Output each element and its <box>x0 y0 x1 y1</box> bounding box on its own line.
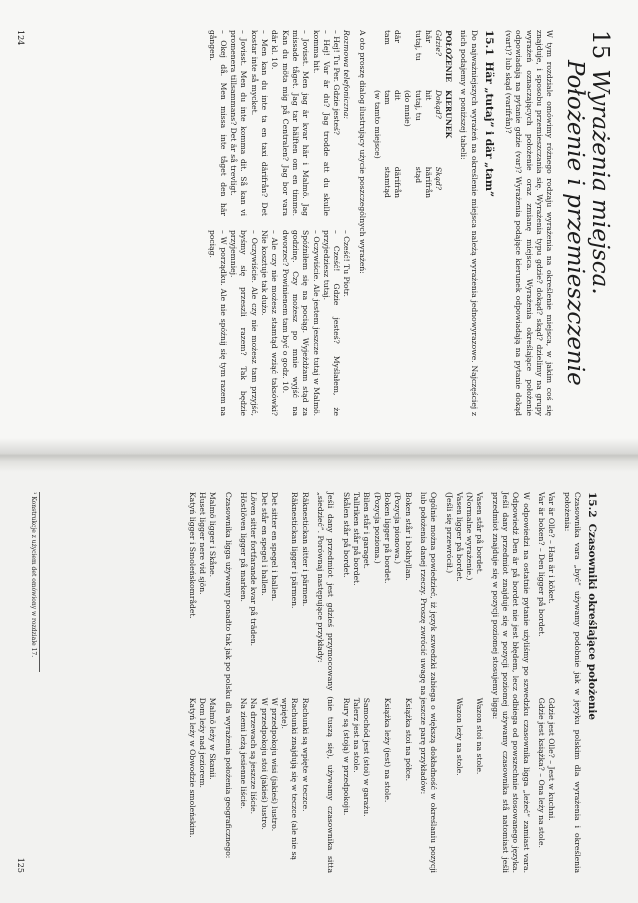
example-swedish: Löven sitter fortfarande kvar på träden. <box>249 492 259 647</box>
example-pair <box>300 492 310 873</box>
section-heading-15-2 <box>586 492 598 873</box>
example-group <box>340 492 412 873</box>
table-cell: tam <box>383 89 393 105</box>
example-swedish: Tallriken står på bordet. <box>352 492 362 586</box>
table-row <box>402 30 412 206</box>
chapter-title <box>562 30 612 416</box>
dialog-line: – Hej! Tu Per. Gdzie jesteś? <box>332 30 342 135</box>
example-pair <box>258 492 268 873</box>
example-swedish: Räknestickan sitter i pärmen. <box>300 492 310 607</box>
example-polish: Katyń leży w Obwodzie smoleńskim. <box>187 697 197 838</box>
dialog-swedish <box>207 30 351 216</box>
chapter-number: 15 <box>587 30 613 60</box>
table-cell: stamtąd <box>383 166 393 198</box>
right-page-content <box>186 492 612 873</box>
example-group <box>443 492 484 873</box>
example-pair <box>454 492 464 873</box>
dialog-line: – Jovisst. Men jag är kvar här i Malmö. Jag missade tåget. Jag tar hälften om en timme. Kan du möta mig på Centralen? Jag bor vara där kl. 10. <box>270 30 311 216</box>
table-cell <box>372 167 382 206</box>
table-cell: (w tamto miejsce) <box>372 89 382 159</box>
example-group <box>186 492 217 873</box>
example-polish: W przedpokoju stoi (jakieś) lustro. <box>259 697 269 830</box>
example-pair <box>207 492 217 873</box>
chapter-intro: W tym rozdziale omówimy różnego rodzaju wyrażenia na określenie miejsca, w jakim coś się znajduje, i sposobu przemieszczania się. Wyrażenia typu gdzie? dokąd? skąd? dzielimy na grupy wyrażeń oznaczających położenie oraz zmianę miejsca. Wyrażenia określające położenie odpowiadają na pytanie gdzie (var)? Wyrażenia podające kierunek odpowiadają na pytanie dokąd (vart)? lub skąd (varifrån)? <box>504 30 555 416</box>
table-cell <box>402 30 412 90</box>
example-polish: Dom leży nad jeziorem. <box>198 697 207 788</box>
example-pair <box>248 492 258 873</box>
examples-intro: A oto proszę dialog ilustrujący użycie poszczególnych wyrażeń: <box>357 30 367 274</box>
example-swedish: Det står en spegel i hallen. <box>259 492 269 596</box>
example-swedish: Var är boken? – Den ligger på bordet. <box>537 492 547 637</box>
example-group <box>238 492 310 873</box>
example-polish: Gdzie jest Olle? – Jest w kuchni. <box>547 697 557 821</box>
example-polish: Samochód jest (stoi) w garażu. <box>362 697 372 817</box>
table-cell: stąd <box>413 166 423 184</box>
dialog-line: – Men kan du inte ta en taxi därifrån? Det kostar inte så mycket. <box>249 30 269 216</box>
example-swedish: Katyń ligger i Smoleńskområdet. <box>187 492 197 619</box>
table-cell: här <box>423 30 433 44</box>
example-swedish: Det sitter en spegel i hallen. <box>269 492 279 602</box>
table-row <box>382 30 392 206</box>
example-pair <box>536 492 546 873</box>
table-row <box>392 30 402 206</box>
example-swedish: Bilen står i garaget. <box>362 492 372 569</box>
example-polish: Malmö leży w Skanii. <box>208 697 218 780</box>
example-pair <box>546 492 556 873</box>
example-pair <box>186 492 196 873</box>
footnote: ¹ Konstrukcje z użyciem det omówiony w rozdziale 17. <box>30 492 40 672</box>
table-cell: härifrån <box>423 166 433 199</box>
table-cell: (do mnie) <box>403 89 413 127</box>
example-polish: Rachunki są wpięte w teczce. <box>300 697 310 812</box>
section-intro: Do najważniejszych wyrażeń na określenie miejsca należą wyrażenia jednowyrazowe. Najczęściej z nich podajemy w poniższej tabeli: <box>459 30 479 416</box>
table-cell: där <box>393 30 403 44</box>
example-pair <box>340 492 350 873</box>
dialog <box>207 30 351 416</box>
paragraph: W odpowiedzi na ostatnie pytanie użyliśmy po szwedzku czasownika ligga „leżeć” zamiast vara. Odpowiedź Den är på bordet nie jest błędem, lecz odbiega od powszechnie stosowanego języka. Jeśli dany przedmiot znajduje się w pozycji poziomej używamy czasownika stå natomiast jeśli przedmiot znajduje się w pozycji poziomej stosujemy ligga: <box>490 492 531 873</box>
section-title: Här „tutaj” i där „tam” <box>482 61 495 197</box>
book-gutter-shadow <box>0 438 638 472</box>
dialog-line: – Hej! Var är du? Jag trodde att du skulle komma hit. <box>311 30 331 216</box>
example-swedish: Malmö ligger i Skåne. <box>208 492 218 578</box>
table-cell: tutaj, tu <box>413 30 423 61</box>
example-polish: W przedpokoju wisi (jakieś) lustro. <box>269 697 279 832</box>
table-cell: hit <box>423 89 433 101</box>
example-polish <box>464 698 474 873</box>
table-row <box>372 30 382 206</box>
example-group <box>536 492 557 873</box>
example-polish: Książka leży (jest) na stole. <box>383 697 392 803</box>
table-subheader: Skąd? <box>433 166 443 190</box>
dialog-line: – Okej då. Men missa inte tåget den här gången. <box>208 30 228 216</box>
page-number-right: 125 <box>16 857 25 873</box>
table-cell <box>372 30 382 90</box>
example-polish: Książka stoi na półce. <box>403 697 413 782</box>
dialog-line: – Oczywiście. Ale jestem jeszcze tutaj w Malmö. Spóźniłem się na pociąg. Wyjeżdżam stąd za godzinę. Czy możesz po mnie wyjść na dworzec? Powinienem tam być o godz. 10. <box>280 230 321 416</box>
example-pair <box>351 492 361 873</box>
example-pair <box>361 492 371 873</box>
chapter-title-line-1: Wyrażenia miejsca. <box>587 69 613 295</box>
example-swedish: Boken står i bokhyllan. <box>403 492 413 581</box>
example-swedish: Boken ligger på bordet. <box>383 492 392 584</box>
section-title: Czasowniki określające położenie <box>586 523 598 721</box>
table-subheader: Gdzie? <box>433 30 443 56</box>
table-cell <box>402 167 412 206</box>
example-swedish: Vasen står på bordet. <box>475 492 485 575</box>
table-header-direction: KIERUNEK <box>444 89 454 139</box>
dialog-line: – Cześć! Gdzie jesteś? Myślałem, że przyjedziesz tutaj. <box>321 230 342 416</box>
example-pair <box>238 492 248 873</box>
example-swedish: Skålen står på bordet. <box>341 492 351 578</box>
table-cell: tutaj, tu <box>413 89 423 121</box>
example-swedish: Var är Olle? – Han är i köket. <box>547 492 557 604</box>
paragraph: Ogólnie można powiedzieć, iż język szwedzki zabiega o większą dokładność w określaniu pozycji lub położenia danej rzeczy. Proszę zwrócić uwagę na jeszcze parę przykładów: <box>418 492 439 873</box>
table-row <box>412 30 422 206</box>
page-number-left: 124 <box>16 30 25 46</box>
left-page-content <box>207 30 612 416</box>
dialog-line: Rozmowa telefoniczna: <box>342 30 352 119</box>
dialog-line: – W porządku. Ale nie spóźnij się tym razem na pociąg. <box>208 230 228 416</box>
example-swedish: (Normalne wyrażenie.) <box>465 492 475 581</box>
paragraph: Jeśli dany przedmiot jest gdzieś przymocowany (nie tuszą się), używamy czasownika sitta „siedzieć”. Porównaj następujące przykłady: <box>316 492 336 873</box>
example-swedish: (Pozycja pozioma.) <box>372 492 382 564</box>
example-swedish: (Pozycja pionowa.) <box>393 492 403 564</box>
example-pair <box>279 492 300 873</box>
example-polish: Wazon leży na stole. <box>454 697 464 776</box>
section-number: 15.2 <box>586 492 598 518</box>
table-header-position: POŁOŻENIE <box>444 30 454 82</box>
example-polish: Gdzie jest książka? – Ona leży na stole. <box>537 697 547 848</box>
example-pair <box>464 492 474 873</box>
example-polish: Na ziemi leżą jesienne liście. <box>238 697 248 809</box>
example-pair <box>371 492 381 873</box>
example-polish <box>443 698 453 873</box>
section-heading-15-1 <box>483 30 495 416</box>
example-polish: Talerz jest na stole. <box>352 697 362 773</box>
example-polish: Rachunki znajdują się w teczce (ale nie są wpięte). <box>280 697 300 860</box>
example-polish: Wazon stoi na stole. <box>475 697 485 775</box>
dialog-line: – Cześć! Tu Piotr. <box>342 230 352 297</box>
example-pair <box>382 492 392 873</box>
example-pair <box>474 492 484 873</box>
paragraph: Czasownika ligga używamy ponadto tak jak po polsku dla wyrażenia położenia geograficznego: <box>223 492 233 859</box>
example-pair <box>443 492 453 873</box>
example-polish <box>392 698 402 873</box>
dialog-line: – Jovisst. Men du inte komma dit. Så kan vi promenera tillsammans? Det är så trevligt. <box>229 30 249 216</box>
example-pair <box>269 492 279 873</box>
example-swedish: Huset ligger nere vid sjön. <box>198 492 207 595</box>
example-swedish: Räknestickan ligger i pärmen. <box>290 492 300 609</box>
table-row <box>423 30 433 206</box>
example-swedish: Vasen ligger på bordet. <box>454 492 464 582</box>
table-subheader: Dokąd? <box>433 89 443 119</box>
section-intro: Czasownika vara „być” używamy podobnie jak w języku polskim dla wyrażenia i określenia położenia: <box>562 492 582 873</box>
example-polish: Rury są (stoją) w przedpokoju. <box>341 697 351 816</box>
table-cell: tam <box>383 30 393 45</box>
example-pair <box>392 492 402 873</box>
table-cell: därifrån <box>393 166 403 199</box>
example-swedish: (Jeśli się przewrócił.) <box>444 492 454 574</box>
example-pair <box>197 492 207 873</box>
right-page <box>0 452 638 903</box>
example-pair <box>402 492 412 873</box>
example-polish: Na drzewach są jeszcze liście. <box>249 697 259 814</box>
section-number: 15.1 <box>482 30 495 56</box>
table-cell: dit <box>393 89 403 101</box>
chapter-title-line-2: Położenie i przemieszczenie <box>562 60 589 386</box>
dialog-polish <box>207 230 351 416</box>
example-swedish: Höstlöven ligger på marken. <box>238 492 248 602</box>
dialog-line: – Ale czy nie możesz stamtąd wziąć taksówki? Nie kosztuje tak dużo. <box>259 230 280 416</box>
dialog-line: – Oczywiście. Ale czy nie możesz tam przyjść, byśmy się przeszli razem? Tak będzie przyjemniej. <box>229 230 259 416</box>
example-polish <box>371 698 381 873</box>
adverb-table <box>372 30 453 206</box>
